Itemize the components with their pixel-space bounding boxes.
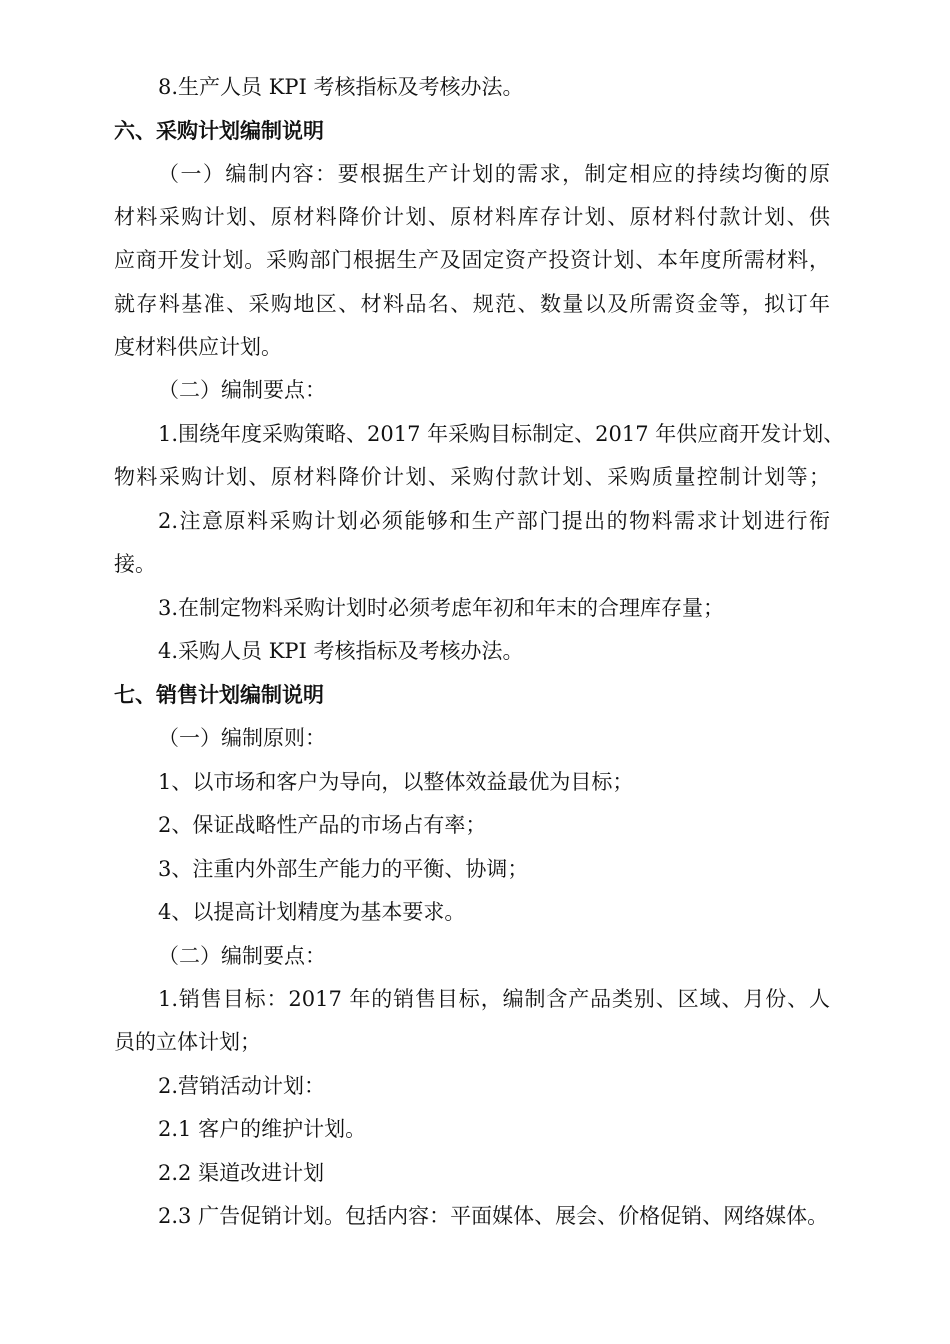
paragraph-line: 1.销售目标：2017 年的销售目标，编制含产品类别、区域、月份、人 (158, 987, 830, 1011)
paragraph-line: 应商开发计划。采购部门根据生产及固定资产投资计划、本年度所需材料， (114, 248, 830, 272)
paragraph-line: 物料采购计划、原材料降价计划、采购付款计划、采购质量控制计划等； (114, 465, 830, 489)
list-item: 2.2 渠道改进计划 (158, 1161, 325, 1185)
paragraph-line: 接。 (114, 552, 156, 576)
paragraph-line: 8.生产人员 KPI 考核指标及考核办法。 (158, 75, 524, 99)
subsection-heading: （一）编制原则： (158, 726, 326, 750)
paragraph-line: 材料采购计划、原材料降价计划、原材料库存计划、原材料付款计划、供 (114, 205, 830, 229)
list-item: 1、以市场和客户为导向，以整体效益最优为目标； (158, 770, 634, 794)
paragraph-line: 1.围绕年度采购策略、2017 年采购目标制定、2017 年供应商开发计划、 (158, 422, 845, 446)
list-item: 2、保证战略性产品的市场占有率； (158, 813, 487, 837)
paragraph-line: 度材料供应计划。 (114, 335, 282, 359)
paragraph-line: 2.注意原料采购计划必须能够和生产部门提出的物料需求计划进行衔 (158, 509, 830, 533)
paragraph-line: （一）编制内容：要根据生产计划的需求，制定相应的持续均衡的原 (158, 162, 830, 186)
list-item: 2.3 广告促销计划。包括内容：平面媒体、展会、价格促销、网络媒体。 (158, 1204, 829, 1228)
list-item: 3、注重内外部生产能力的平衡、协调； (158, 857, 529, 881)
section-heading: 六、采购计划编制说明 (114, 119, 324, 143)
list-item: 2.1 客户的维护计划。 (158, 1117, 367, 1141)
paragraph-line: 就存料基准、采购地区、材料品名、规范、数量以及所需资金等，拟订年 (114, 292, 830, 316)
section-heading: 七、销售计划编制说明 (114, 683, 324, 707)
subsection-heading: （二）编制要点： (158, 378, 326, 402)
list-item: 4、以提高计划精度为基本要求。 (158, 900, 466, 924)
paragraph-line: 4.采购人员 KPI 考核指标及考核办法。 (158, 639, 524, 663)
paragraph-line: 3.在制定物料采购计划时必须考虑年初和年末的合理库存量； (158, 596, 725, 620)
subsection-heading: （二）编制要点： (158, 944, 326, 968)
list-item: 2.营销活动计划： (158, 1074, 326, 1098)
paragraph-line: 员的立体计划； (114, 1030, 261, 1054)
